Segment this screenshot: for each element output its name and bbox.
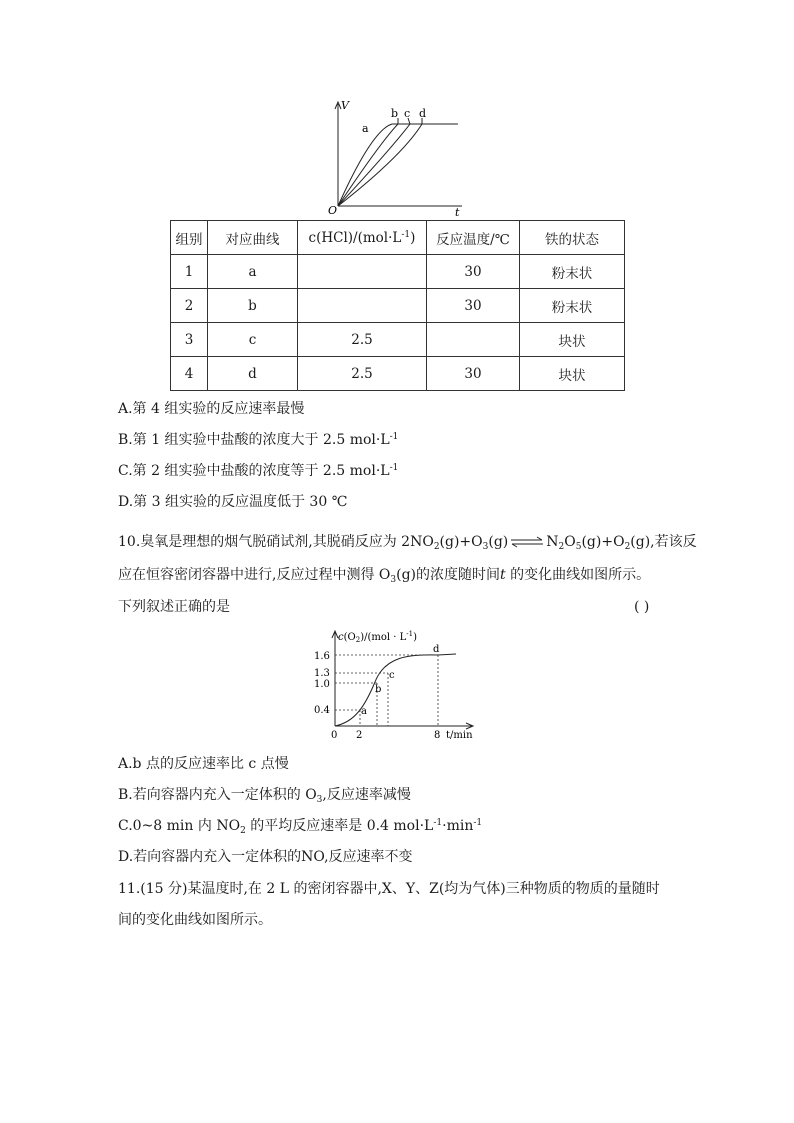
- table-cell: [427, 323, 520, 357]
- table-cell: 2.5: [298, 357, 427, 391]
- header-temperature: 反应温度/℃: [427, 221, 520, 255]
- point-label-d: d: [433, 644, 440, 655]
- curve-c: [338, 124, 410, 206]
- table-cell: 30: [427, 357, 520, 391]
- q10-stem-line-1: 10.臭氧是理想的烟气脱硝试剂,其脱硝反应为 $2NO_2(g)+O_3(g)$ $N_2O_5(g)+O_2(g)$,若该反: [118, 534, 697, 552]
- x-tick-0: 0: [331, 730, 338, 741]
- table-cell: 2: [171, 289, 208, 323]
- curve-b: [338, 124, 398, 206]
- q10-option-a: A.b 点的反应速率比 c 点慢: [118, 756, 289, 772]
- table-cell: [298, 289, 427, 323]
- q10-option-d: D.若向容器内充入一定体积的NO,反应速率不变: [118, 849, 413, 865]
- curve-label-c: c: [404, 107, 411, 120]
- curve-label-b: b: [391, 107, 399, 120]
- q11-stem-line-2: 间的变化曲线如图所示。: [118, 912, 272, 928]
- q10-stem-line-3: 下列叙述正确的是: [118, 599, 230, 615]
- point-label-a: a: [361, 706, 367, 717]
- v-axis-label: V: [341, 99, 349, 112]
- t-axis-label: t: [455, 206, 460, 219]
- point-label-c: c: [389, 670, 395, 681]
- table-cell: d: [208, 357, 298, 391]
- q9-option-d: D.第 3 组实验的反应温度低于 30 ℃: [118, 494, 348, 510]
- header-curve: 对应曲线: [208, 221, 298, 255]
- q10-option-b: B.若向容器内充入一定体积的 $O_3$,反应速率减慢: [118, 787, 411, 805]
- origin-label: O: [328, 204, 338, 217]
- x-tick-8: 8: [434, 730, 441, 741]
- y-tick-1.0: 1.0: [314, 679, 330, 690]
- q9-option-c: C.第 2 组实验中盐酸的浓度等于 2.5 $mol\cdot L^{-1}$: [118, 463, 399, 479]
- table-row: [171, 289, 625, 323]
- point-label-b: b: [375, 684, 382, 695]
- table-row: [171, 323, 625, 357]
- y-axis-label: $c(O_2)/(mol \cdot L^{-1})$: [338, 630, 417, 644]
- curve-label-a: a: [362, 122, 369, 135]
- equilibrium-arrow: [510, 536, 544, 548]
- table-row: [171, 357, 625, 391]
- y-tick-1.3: 1.3: [314, 668, 330, 679]
- answer-parentheses: ( ): [634, 599, 650, 615]
- table-row: [171, 255, 625, 289]
- experiment-table: [170, 220, 625, 391]
- table-cell: 2.5: [298, 323, 427, 357]
- header-iron-state: 铁的状态: [520, 221, 625, 255]
- q10-stem-line-2: 应在恒容密闭容器中进行,反应过程中测得 $O_3(g)$的浓度随时间t 的变化曲线如图所示。: [118, 567, 651, 585]
- q9-option-a: A.第 4 组实验的反应速率最慢: [118, 401, 305, 417]
- table-cell: 块状: [520, 323, 625, 357]
- figure-2-concentration-graph: [300, 626, 500, 746]
- curve-label-d: d: [419, 107, 427, 120]
- header-group: 组别: [171, 221, 208, 255]
- y-tick-0.4: 0.4: [314, 705, 330, 716]
- table-cell: a: [208, 255, 298, 289]
- table-cell: 粉末状: [520, 255, 625, 289]
- x-axis-label: t/min: [446, 730, 473, 741]
- figure-1-v-t-graph: [322, 98, 472, 220]
- table-cell: 3: [171, 323, 208, 357]
- curve-d: [338, 124, 422, 206]
- table-cell: 块状: [520, 357, 625, 391]
- q9-option-b: B.第 1 组实验中盐酸的浓度大于 2.5 $mol\cdot L^{-1}$: [118, 432, 399, 448]
- table-header-row: [171, 221, 625, 255]
- q10-option-c: C.0~8 min 内 $NO_2$ 的平均反应速率是 0.4 $mol\cdot L^{-1}\cdot\min^{-1}$: [118, 818, 483, 836]
- header-hcl-concentration: $c(HCl)/(mol\cdot L^{-1})$: [298, 221, 427, 255]
- curve-a: [338, 124, 458, 206]
- y-tick-1.6: 1.6: [314, 651, 330, 662]
- table-cell: 1: [171, 255, 208, 289]
- table-cell: c: [208, 323, 298, 357]
- table-cell: [298, 255, 427, 289]
- table-cell: 30: [427, 289, 520, 323]
- table-cell: b: [208, 289, 298, 323]
- table-cell: 4: [171, 357, 208, 391]
- table-cell: 粉末状: [520, 289, 625, 323]
- x-tick-2: 2: [356, 730, 363, 741]
- table-cell: 30: [427, 255, 520, 289]
- q11-stem-line-1: 11.(15 分)某温度时,在 2 L 的密闭容器中,X、Y、Z(均为气体)三种物质的物质的量随时: [118, 881, 660, 897]
